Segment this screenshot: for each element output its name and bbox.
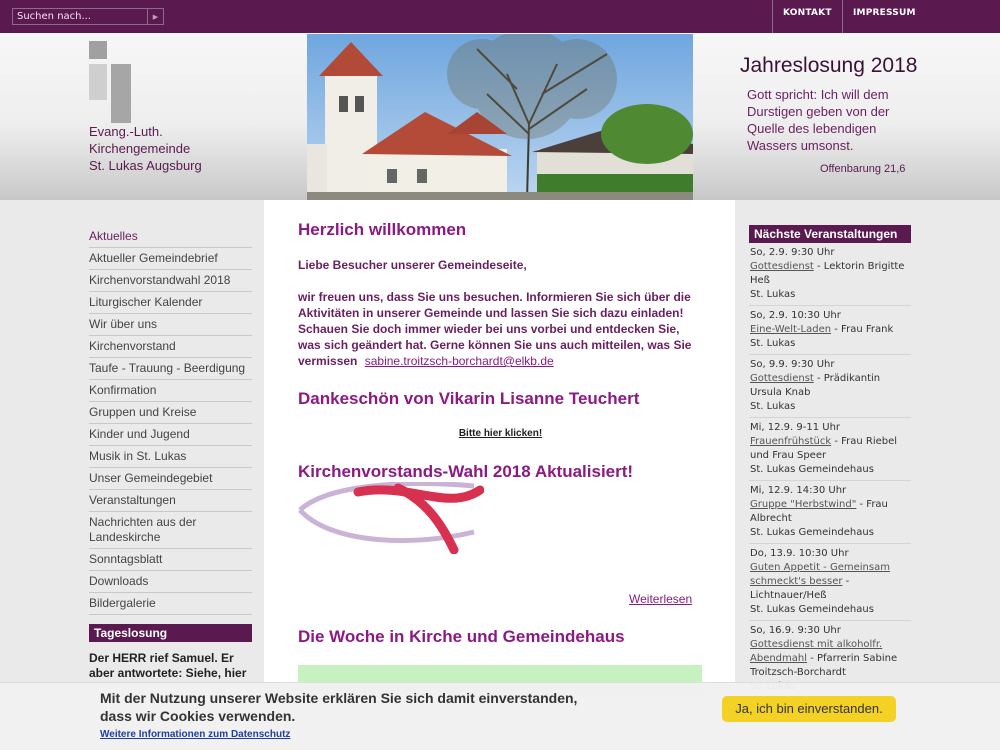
jahreslosung — [740, 53, 970, 175]
main-content — [264, 200, 735, 750]
kontakt-link[interactable]: KONTAKT — [772, 0, 842, 33]
event-place: St. Lukas — [750, 401, 796, 412]
nav-item-bildergalerie[interactable]: Bildergalerie — [89, 593, 252, 615]
nav-item-gruppen[interactable]: Gruppen und Kreise — [89, 402, 252, 424]
nav-item-kirchenvorstandwahl[interactable]: Kirchenvorstandwahl 2018 — [89, 270, 252, 292]
header — [0, 33, 1000, 200]
org-line-2: Kirchengemeinde — [89, 141, 191, 156]
nav-item-kinder-jugend[interactable]: Kinder und Jugend — [89, 424, 252, 446]
nav-item-downloads[interactable]: Downloads — [89, 571, 252, 593]
intro-paragraph — [298, 289, 703, 369]
top-nav — [772, 0, 914, 33]
greeting: Liebe Besucher unserer Gemeindeseite, — [298, 258, 527, 272]
event-leader: - Frau Riebel und Frau Speer — [750, 436, 898, 461]
event-place: St. Lukas Gemeindehaus — [750, 527, 874, 538]
org-line-1: Evang.-Luth. — [89, 124, 163, 139]
nav-item-veranstaltungen[interactable]: Veranstaltungen — [89, 490, 252, 512]
contact-email-link[interactable]: sabine.troitzsch-borchardt@elkb.de — [364, 354, 554, 368]
search-submit-icon[interactable]: ▶ — [147, 9, 163, 24]
privacy-info-link[interactable]: Weitere Informationen zum Datenschutz — [100, 729, 291, 740]
dankeschoen-heading[interactable]: Dankeschön von Vikarin Lisanne Teuchert — [298, 389, 640, 408]
event-date: So, 2.9. 10:30 Uhr — [750, 310, 841, 321]
nav-item-sonntagsblatt[interactable]: Sonntagsblatt — [89, 549, 252, 571]
event-leader: - Frau Albrecht — [750, 499, 888, 524]
event-date: Mi, 12.9. 9-11 Uhr — [750, 422, 841, 433]
nav-item-aktuelles[interactable]: Aktuelles — [89, 226, 252, 248]
click-here-link[interactable]: Bitte hier klicken! — [458, 428, 543, 439]
organization-name — [89, 123, 202, 174]
top-bar — [0, 0, 1000, 33]
nav-item-liturgischer-kalender[interactable]: Liturgischer Kalender — [89, 292, 252, 314]
cookie-banner — [0, 682, 1000, 750]
kv-wahl-fish-cross-logo — [298, 482, 484, 554]
event-date: So, 9.9. 9:30 Uhr — [750, 359, 835, 370]
events-heading: Nächste Veranstaltungen — [749, 225, 911, 243]
event-leader: - Frau Frank — [831, 324, 894, 335]
tageslosung-heading: Tageslosung — [89, 624, 252, 642]
jahreslosung-reference: Offenbarung 21,6 — [820, 163, 906, 175]
events-sidebar — [749, 225, 911, 698]
nav-item-kirchenvorstand[interactable]: Kirchenvorstand — [89, 336, 252, 358]
search-box — [12, 8, 164, 25]
org-line-3: St. Lukas Augsburg — [89, 158, 202, 173]
event-item — [749, 544, 911, 621]
welcome-heading: Herzlich willkommen — [298, 220, 467, 239]
event-date: Mi, 12.9. 14:30 Uhr — [750, 485, 847, 496]
nav-item-taufe[interactable]: Taufe - Trauung - Beerdigung — [89, 358, 252, 380]
event-place: St. Lukas — [750, 289, 796, 300]
left-nav — [89, 226, 252, 615]
accept-cookies-button[interactable]: Ja, ich bin einverstanden. — [722, 696, 896, 722]
intro-body: wir freuen uns, dass Sie uns besuchen. Informieren Sie sich über die Aktivitäten in unserer Gemeinde und lassen Sie sich dazu einladen! Schauen Sie doch immer wieder bei uns vorbei und entdecken Sie, was sich geändert hat. Gerne können Sie uns auch mitteilen, was Sie vermissen — [298, 290, 692, 368]
church-logo[interactable] — [89, 41, 131, 123]
event-leader: - Pfarrerin Sabine Troitzsch-Borchardt — [750, 653, 898, 678]
church-photo — [307, 34, 693, 200]
jahreslosung-text: Gott spricht: Ich will dem Durstigen geben von der Quelle des lebendigen Wassers umsonst. — [747, 87, 890, 153]
nav-item-konfirmation[interactable]: Konfirmation — [89, 380, 252, 402]
search-input[interactable] — [13, 9, 147, 24]
nav-item-wir-ueber-uns[interactable]: Wir über uns — [89, 314, 252, 336]
event-link[interactable]: Gottesdienst mit alkoholfr. Abendmahl — [750, 639, 883, 664]
nav-item-musik[interactable]: Musik in St. Lukas — [89, 446, 252, 468]
impressum-link[interactable]: IMPRESSUM — [842, 0, 914, 33]
woche-heading: Die Woche in Kirche und Gemeindehaus — [298, 627, 625, 646]
event-link[interactable]: Guten Appetit - Gemeinsam schmeckt's besser — [750, 562, 890, 587]
event-link[interactable]: Frauenfrühstück — [750, 436, 832, 447]
event-item — [749, 243, 911, 306]
event-item — [749, 355, 911, 418]
kv-wahl-heading[interactable]: Kirchenvorstands-Wahl 2018 Aktualisiert! — [298, 462, 634, 481]
nav-item-gemeindebrief[interactable]: Aktueller Gemeindebrief — [89, 248, 252, 270]
event-item — [749, 418, 911, 481]
event-link[interactable]: Eine-Welt-Laden — [750, 324, 832, 335]
cookie-notice-text: Mit der Nutzung unserer Website erklären Sie sich damit einverstanden, dass wir Cookies verwenden. — [100, 690, 578, 724]
event-date: Do, 13.9. 10:30 Uhr — [750, 548, 849, 559]
event-leader: - Lichtnauer/Heß — [750, 576, 850, 601]
event-date: So, 2.9. 9:30 Uhr — [750, 247, 835, 258]
event-item — [749, 481, 911, 544]
event-link[interactable]: Gottesdienst — [750, 261, 814, 272]
nav-item-gemeindegebiet[interactable]: Unser Gemeindegebiet — [89, 468, 252, 490]
jahreslosung-title: Jahreslosung 2018 — [740, 54, 918, 77]
event-date: So, 16.9. 9:30 Uhr — [750, 625, 841, 636]
tageslosung-text: Der HERR rief Samuel. Er aber antwortete: Siehe, hier — [89, 651, 247, 680]
weiterlesen-link[interactable]: Weiterlesen — [629, 592, 693, 606]
event-leader: - Prädikantin Ursula Knab — [750, 373, 881, 398]
event-place: St. Lukas Gemeindehaus — [750, 464, 874, 475]
event-link[interactable]: Gruppe "Herbstwind" — [750, 499, 857, 510]
event-place: St. Lukas — [750, 338, 796, 349]
event-place: St. Lukas Gemeindehaus — [750, 604, 874, 615]
welcome-text — [298, 257, 703, 369]
event-link[interactable]: Gottesdienst — [750, 373, 814, 384]
nav-item-nachrichten[interactable]: Nachrichten aus der Landeskirche — [89, 512, 252, 549]
event-leader: - Lektorin Brigitte Heß — [750, 261, 905, 286]
event-item — [749, 306, 911, 355]
